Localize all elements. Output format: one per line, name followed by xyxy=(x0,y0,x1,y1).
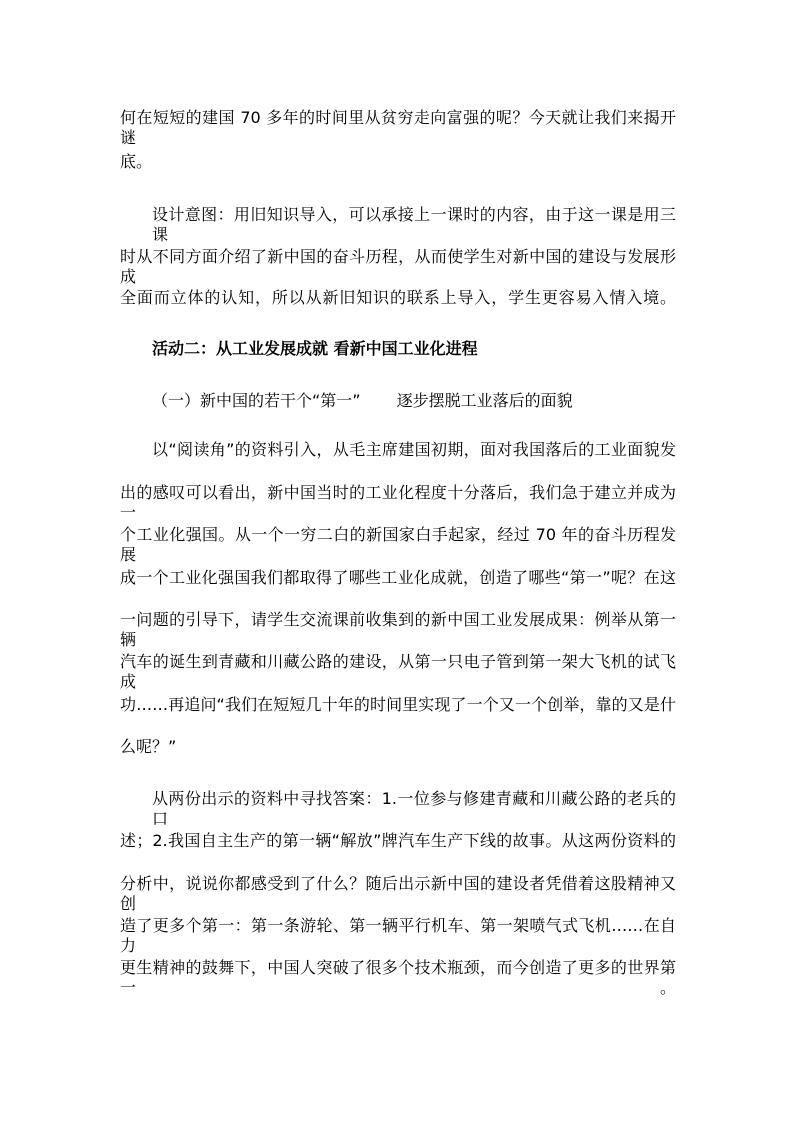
subsection-heading-part: 逐步摆脱工业落后的面貌 xyxy=(396,391,573,410)
paragraph-line: 功……再追问“我们在短短几十年的时间里实现了一个又一个创举，靠的又是什 xyxy=(120,695,676,714)
paragraph-line: 么呢？” xyxy=(120,737,177,756)
paragraph-line: 设计意图：用旧知识导入，可以承接上一课时的内容，由于这一课是用三课 xyxy=(152,205,676,244)
paragraph-line: 造了更多个第一：第一条游轮、第一辆平行机车、第一架喷气式飞机……在自力 xyxy=(120,916,676,955)
paragraph-line: 一问题的引导下，请学生交流课前收集到的新中国工业发展成果：例举从第一辆 xyxy=(120,610,676,649)
paragraph-line: 成一个工业化强国我们都取得了哪些工业化成就，创造了哪些“第一”呢？在这 xyxy=(120,568,676,587)
paragraph-line: 何在短短的建国 70 多年的时间里从贫穷走向富强的呢？今天就让我们来揭开谜 xyxy=(120,108,676,147)
paragraph-line: 述；2.我国自主生产的第一辆“解放”牌汽车生产下线的故事。从这两份资料的 xyxy=(120,831,676,850)
paragraph-line: 出的感叹可以看出，新中国当时的工业化程度十分落后，我们急于建立并成为一 xyxy=(120,483,676,522)
paragraph-line: 全面而立体的认知，所以从新旧知识的联系上导入，学生更容易入情入境。 xyxy=(120,288,676,307)
paragraph-line: 以“阅读角”的资料引入，从毛主席建国初期，面对我国落后的工业面貌发 xyxy=(152,440,676,459)
paragraph-line: 时从不同方面介绍了新中国的奋斗历程，从而使学生对新中国的建设与发展形成 xyxy=(120,247,676,286)
section-heading: 活动二：从工业发展成就 看新中国工业化进程 xyxy=(152,339,478,358)
paragraph-line: 从两份出示的资料中寻找答案：1.一位参与修建青藏和川藏公路的老兵的口 xyxy=(152,789,676,828)
paragraph-line: 汽车的诞生到青藏和川藏公路的建设，从第一只电子管到第一架大飞机的试飞成 xyxy=(120,652,676,691)
paragraph-line: 底。 xyxy=(120,152,153,171)
paragraph-line: 个工业化强国。从一个一穷二白的新国家白手起家，经过 70 年的奋斗历程发展 xyxy=(120,525,676,564)
subsection-heading xyxy=(152,391,676,411)
paragraph-line: 分析中，说说你都感受到了什么？随后出示新中国的建设者凭借着这股精神又创 xyxy=(120,874,676,913)
paragraph-line: 更生精神的鼓舞下，中国人突破了很多个技术瓶颈，而今创造了更多的世界第一。 xyxy=(120,958,676,997)
subsection-heading-part: （一）新中国的若干个“第一” xyxy=(152,391,361,410)
